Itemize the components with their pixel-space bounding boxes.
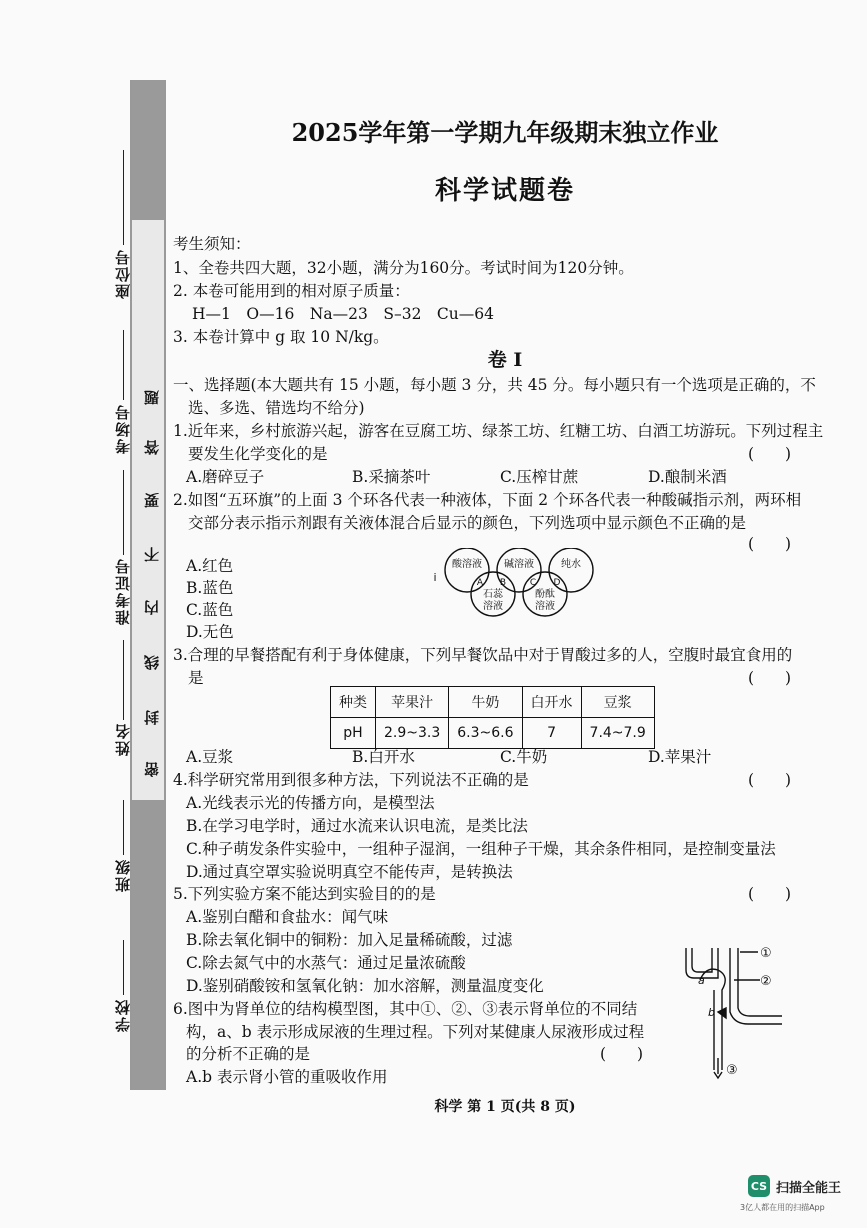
table-row (331, 718, 655, 749)
ring-mark-i: i (433, 571, 437, 584)
q6-stem-cont-2: 的分析不正确的是 (186, 1045, 311, 1063)
table-cell: 6.3~6.6 (449, 718, 522, 749)
ring-litmus-label-2: 溶液 (483, 601, 503, 612)
five-ring-diagram (425, 548, 615, 620)
q5-option-d: D.鉴别硝酸铵和氢氧化钠：加水溶解，测量温度变化 (186, 977, 544, 995)
ticket-line (123, 470, 124, 555)
scanner-badge (748, 1175, 841, 1197)
ring-litmus-label: 石蕊 (483, 589, 503, 600)
ring-phenol-label-2: 溶液 (535, 601, 555, 612)
table-cell: pH (331, 718, 376, 749)
nephron-process-b: b (708, 1006, 715, 1019)
q3-option-c: C.牛奶 (500, 748, 548, 766)
q3-stem-cont: 是 (188, 669, 204, 687)
room-line (123, 330, 124, 400)
ring-intersect-b: B (499, 578, 507, 588)
ring-alkali-label: 碱溶液 (504, 559, 534, 570)
ph-table (330, 686, 655, 749)
notice-item-1: 1、全卷共四大题，32小题，满分为160分。考试时间为120分钟。 (173, 259, 634, 277)
q4-option-a: A.光线表示光的传播方向，是模型法 (186, 794, 435, 812)
seal-char-bu: 不 (143, 547, 161, 562)
exam-subtitle: 科学试题卷 (434, 176, 575, 206)
strip-shade-bottom (132, 800, 164, 1090)
seal-char-ti: 题 (143, 390, 161, 405)
part1-heading-cont: 选、多选、错选均不给分) (188, 399, 365, 417)
part1-heading: 一、选择题(本大题共有 15 小题，每小题 3 分，共 45 分。每小题只有一个选项是正确的，不 (173, 376, 816, 394)
q3-answer-paren: ( ) (748, 669, 792, 687)
q1-option-d: D.酿制米酒 (648, 468, 727, 486)
q2-option-d: D.无色 (186, 623, 234, 641)
table-header-cell: 种类 (331, 687, 376, 718)
q1-option-a: A.磨碎豆子 (186, 468, 265, 486)
seal-char-da: 答 (143, 440, 161, 455)
q2-stem: 2.如图“五环旗”的上面 3 个环各代表一种液体，下面 2 个环各代表一种酸碱指示剂，两环相 (173, 491, 802, 509)
class-line (123, 800, 124, 855)
q5-stem: 5.下列实验方案不能达到实验目的的是 (173, 885, 436, 903)
q6-option-a: A.b 表示肾小管的重吸收作用 (186, 1068, 388, 1086)
q1-stem: 1.近年来，乡村旅游兴起，游客在豆腐工坊、绿茶工坊、红糖工坊、白酒工坊游玩。下列过程主 (173, 422, 824, 440)
q3-option-d: D.苹果汁 (648, 748, 712, 766)
table-header-cell: 牛奶 (449, 687, 522, 718)
atomic-masses: H—1 O—16 Na—23 S–32 Cu—64 (192, 305, 494, 323)
nephron-process-a: a (698, 974, 705, 987)
q4-option-b: B.在学习电学时，通过水流来认识电流，是类比法 (186, 817, 528, 835)
name-line (123, 640, 124, 720)
ring-acid-label: 酸溶液 (452, 559, 482, 570)
exam-title: 2025学年第一学期九年级期末独立作业 (291, 118, 719, 147)
q2-option-c: C.蓝色 (186, 601, 234, 619)
q2-option-a: A.红色 (186, 557, 234, 575)
strip-shade-top (132, 80, 164, 220)
school-line (123, 940, 124, 995)
seat-label: 座位号 (114, 248, 132, 299)
nephron-diagram (678, 940, 788, 1080)
scanner-tagline: 3亿人都在用的扫描App (740, 1203, 825, 1212)
table-header-cell: 白开水 (522, 687, 581, 718)
scanner-logo-icon: CS (748, 1175, 770, 1197)
seal-char-xian: 线 (143, 655, 161, 670)
page-footer: 科学 第 1 页(共 8 页) (434, 1099, 576, 1115)
q3-option-b: B.白开水 (352, 748, 415, 766)
name-label: 姓名 (114, 722, 132, 756)
q4-stem: 4.科学研究常用到很多种方法，下列说法不正确的是 (173, 771, 529, 789)
q6-stem: 6.图中为肾单位的结构模型图，其中①、②、③表示肾单位的不同结 (173, 1000, 638, 1018)
seat-line (123, 150, 124, 245)
seal-char-yao: 要 (143, 493, 161, 508)
scanner-name: 扫描全能王 (776, 1180, 842, 1196)
notice-item-2: 2. 本卷可能用到的相对原子质量： (173, 282, 410, 300)
q1-option-c: C.压榨甘蔗 (500, 468, 579, 486)
q1-answer-paren: ( ) (748, 445, 792, 463)
notice-item-3: 3. 本卷计算中 g 取 10 N/kg。 (173, 328, 389, 346)
q5-option-a: A.鉴别白醋和食盐水：闻气味 (186, 908, 389, 926)
q4-option-c: C.种子萌发条件实验中，一组种子湿润，一组种子干燥，其余条件相同，是控制变量法 (186, 840, 776, 858)
class-label: 班级 (114, 858, 132, 892)
q2-answer-paren: ( ) (748, 535, 792, 553)
room-label: 考场号 (114, 403, 132, 454)
ring-intersect-c: C (529, 578, 537, 588)
q5-option-c: C.除去氮气中的水蒸气：通过足量浓硫酸 (186, 954, 466, 972)
q2-stem-cont: 交部分表示指示剂跟有关液体混合后显示的颜色，下列选项中显示颜色不正确的是 (188, 514, 747, 532)
q5-option-b: B.除去氧化铜中的铜粉：加入足量稀硫酸，过滤 (186, 931, 513, 949)
table-header-cell: 苹果汁 (376, 687, 449, 718)
seal-char-feng: 封 (143, 710, 161, 725)
table-cell: 2.9~3.3 (376, 718, 449, 749)
table-cell: 7.4~7.9 (581, 718, 654, 749)
table-header-cell: 豆浆 (581, 687, 654, 718)
binding-strip (130, 80, 166, 1090)
table-row (331, 687, 655, 718)
q1-stem-cont: 要发生化学变化的是 (188, 445, 328, 463)
ticket-label: 准考证号 (114, 557, 132, 625)
q4-option-d: D.通过真空罩实验说明真空不能传声，是转换法 (186, 863, 513, 881)
ring-water-label: 纯水 (561, 559, 581, 570)
seal-char-nei: 内 (143, 600, 161, 615)
nephron-label-3: ③ (726, 1063, 738, 1078)
ring-intersect-d: D (553, 578, 561, 588)
seal-char-mi: 密 (143, 762, 161, 777)
q4-answer-paren: ( ) (748, 771, 792, 789)
school-label: 学校 (114, 998, 132, 1032)
q6-answer-paren: ( ) (600, 1045, 644, 1063)
nephron-label-2: ② (760, 974, 772, 989)
q1-option-b: B.采摘茶叶 (352, 468, 431, 486)
notice-heading: 考生须知： (173, 235, 251, 253)
q3-option-a: A.豆浆 (186, 748, 234, 766)
q6-stem-cont: 构，a、b 表示形成尿液的生理过程。下列对某健康人尿液形成过程 (186, 1023, 645, 1041)
table-cell: 7 (522, 718, 581, 749)
ring-intersect-a: A (476, 578, 484, 588)
ring-phenol-label: 酚酞 (535, 589, 555, 600)
q3-stem: 3.合理的早餐搭配有利于身体健康，下列早餐饮品中对于胃酸过多的人，空腹时最宜食用的 (173, 646, 793, 664)
q2-option-b: B.蓝色 (186, 579, 234, 597)
q5-answer-paren: ( ) (748, 885, 792, 903)
nephron-label-1: ① (760, 946, 772, 961)
section-title: 卷 I (487, 349, 523, 371)
